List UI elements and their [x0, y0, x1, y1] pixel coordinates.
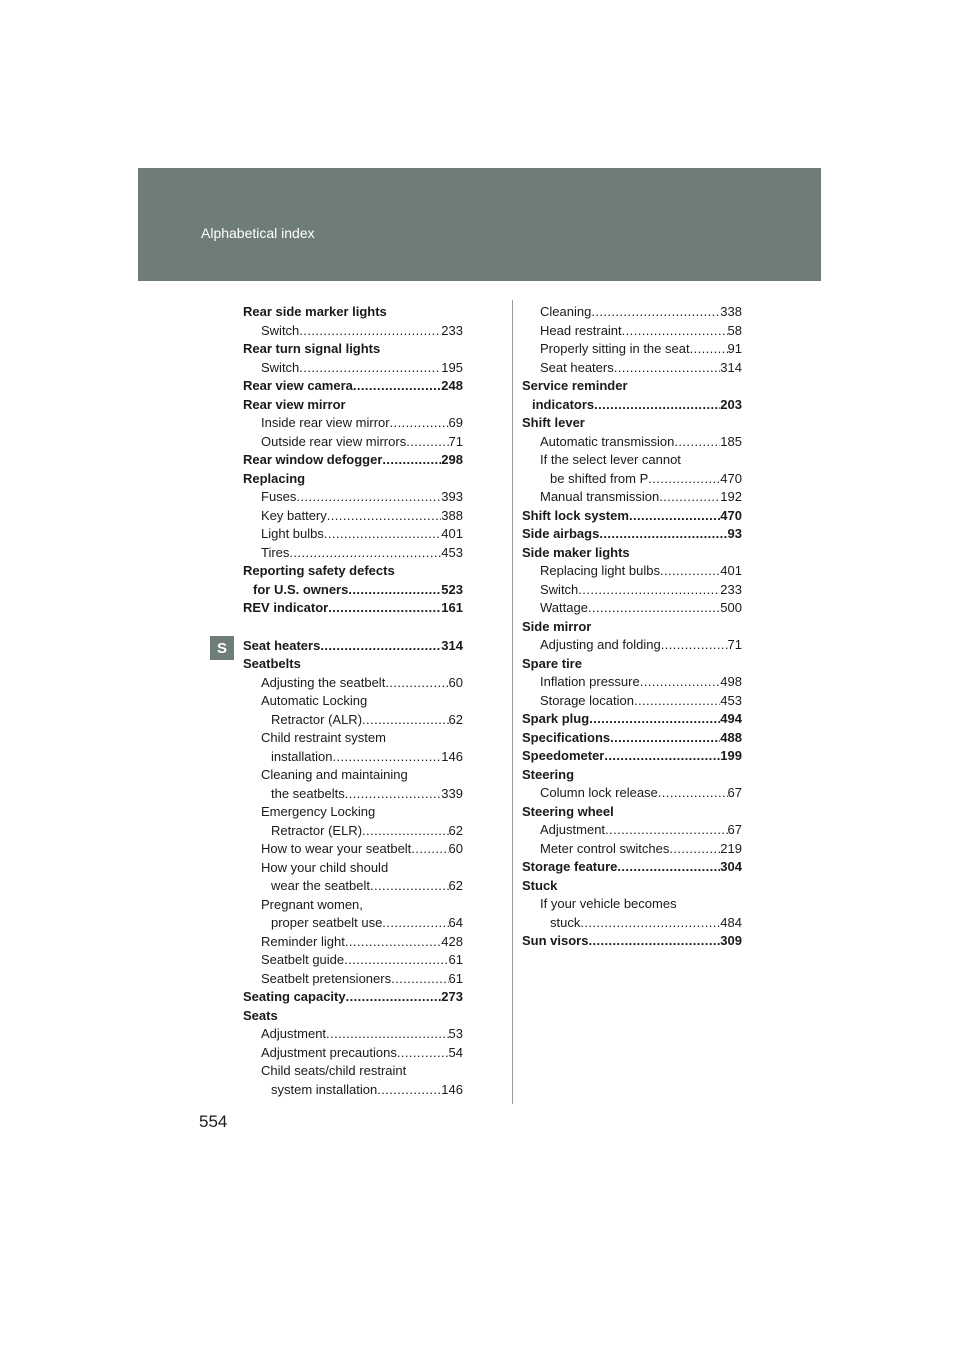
index-entry-text: Inside rear view mirror: [261, 415, 390, 430]
index-entry-page: 388: [441, 507, 463, 523]
index-entry-text: Side maker lights: [522, 544, 630, 560]
index-entry-page: 488: [720, 729, 742, 745]
index-entry-text: Service reminder: [522, 378, 628, 393]
dot-leader: [661, 636, 728, 655]
index-entry-text: Seatbelt guide: [261, 952, 345, 967]
index-entry-page: 298: [441, 452, 463, 467]
index-entry: [522, 488, 742, 507]
dot-leader: [345, 933, 441, 952]
index-entry: [243, 859, 463, 878]
index-entry: [243, 599, 463, 618]
index-entry-text: be shifted from P: [550, 470, 649, 486]
index-entry-text: Child restraint system: [261, 730, 386, 745]
index-entry: [243, 507, 463, 526]
index-entry-text: Spare tire: [522, 655, 582, 671]
index-entry: [522, 784, 742, 803]
index-entry: [522, 470, 742, 489]
index-entry-page: 91: [727, 341, 742, 356]
dot-leader: [588, 932, 720, 951]
index-entry-page: 195: [441, 359, 463, 375]
index-entry-text: Wattage: [540, 600, 588, 615]
index-entry-page: 309: [720, 933, 742, 948]
dot-leader: [591, 303, 720, 322]
index-entry: [522, 655, 742, 674]
index-entry-page: 62: [448, 822, 463, 838]
index-entry-text: Seat heaters: [540, 359, 614, 375]
index-entry-text: Storage location: [540, 692, 634, 708]
index-entry: [243, 488, 463, 507]
dot-leader: [332, 748, 441, 767]
index-entry: [243, 655, 463, 674]
index-entry: [243, 933, 463, 952]
column-divider: [512, 300, 513, 1104]
dot-leader: [328, 599, 441, 618]
index-entry-page: 314: [720, 359, 742, 375]
index-entry-text: Meter control switches: [540, 840, 670, 856]
index-entry: [243, 896, 463, 915]
index-entry: [522, 303, 742, 322]
index-entry-text: How your child should: [261, 859, 389, 875]
dot-leader: [353, 377, 441, 396]
index-column-right: [522, 303, 742, 951]
index-entry-text: Automatic Locking: [261, 693, 368, 708]
index-entry: [522, 766, 742, 785]
dot-leader: [690, 340, 728, 359]
index-entry-text: Storage feature: [522, 859, 618, 874]
index-entry-text: Manual transmission: [540, 489, 660, 504]
index-entry-page: 64: [448, 915, 463, 930]
index-entry: [522, 803, 742, 822]
index-entry: [243, 951, 463, 970]
dot-leader: [324, 525, 441, 544]
dot-leader: [629, 507, 720, 526]
index-entry-page: 314: [441, 637, 463, 653]
index-entry-page: 523: [441, 581, 463, 597]
index-entry-page: 62: [448, 878, 463, 893]
index-entry-page: 401: [720, 563, 742, 578]
dot-leader: [594, 396, 720, 415]
index-entry-text: Inflation pressure: [540, 674, 640, 689]
index-entry-text: Retractor (ALR): [271, 711, 363, 727]
index-entry: [522, 692, 742, 711]
index-entry-text: Reporting safety defects: [243, 563, 395, 578]
index-entry-text: the seatbelts: [271, 785, 345, 801]
index-entry-text: wear the seatbelt: [271, 878, 371, 893]
index-entry: [522, 821, 742, 840]
dot-leader: [377, 1081, 441, 1100]
index-entry: [522, 840, 742, 859]
header-title: Alphabetical index: [201, 225, 315, 241]
index-entry-text: Automatic transmission: [540, 433, 675, 449]
dot-leader: [299, 359, 441, 378]
index-entry: [522, 599, 742, 618]
index-entry-text: Rear turn signal lights: [243, 341, 381, 356]
dot-leader: [589, 710, 720, 729]
index-entry-text: Properly sitting in the seat: [540, 341, 690, 356]
index-entry: [522, 340, 742, 359]
index-entry-text: Seat heaters: [243, 637, 321, 653]
index-entry-text: Switch: [261, 359, 300, 375]
index-entry: [522, 636, 742, 655]
index-entry-text: Cleaning: [540, 304, 592, 319]
index-entry-text: Shift lever: [522, 415, 585, 430]
index-entry-page: 273: [441, 989, 463, 1004]
index-entry: [522, 414, 742, 433]
index-entry-page: 453: [441, 544, 463, 560]
dot-leader: [344, 951, 448, 970]
index-entry-text: Rear view mirror: [243, 396, 346, 412]
index-entry: [243, 729, 463, 748]
dot-leader: [617, 858, 720, 877]
index-entry: [243, 1007, 463, 1026]
index-entry-page: 71: [727, 637, 742, 652]
index-entry-text: Side airbags: [522, 526, 600, 541]
index-entry: [522, 507, 742, 526]
index-entry-text: Adjusting the seatbelt: [261, 674, 386, 690]
index-entry: [243, 1025, 463, 1044]
index-entry-text: Rear side marker lights: [243, 304, 387, 319]
index-entry-page: 453: [720, 692, 742, 708]
dot-leader: [610, 729, 720, 748]
index-entry-text: for U.S. owners: [253, 581, 349, 597]
index-entry-text: Cleaning and maintaining: [261, 767, 408, 782]
index-entry: [243, 822, 463, 841]
index-entry: [243, 711, 463, 730]
index-entry: [522, 377, 742, 396]
index-entry: [522, 858, 742, 877]
dot-leader: [391, 970, 448, 989]
index-entry-page: 71: [448, 433, 463, 449]
index-entry: [243, 748, 463, 767]
index-entry: [522, 525, 742, 544]
index-entry-text: Column lock release: [540, 785, 658, 800]
index-entry-text: REV indicator: [243, 600, 329, 615]
index-entry-text: Head restraint: [540, 322, 622, 338]
index-entry-text: Seating capacity: [243, 989, 346, 1004]
index-entry: [243, 414, 463, 433]
index-entry-page: 393: [441, 489, 463, 504]
dot-leader: [648, 470, 720, 489]
index-entry: [522, 562, 742, 581]
index-entry-page: 62: [448, 711, 463, 727]
index-gap: [243, 618, 463, 637]
index-entry-text: Tires: [261, 544, 290, 560]
dot-leader: [578, 581, 720, 600]
index-entry-text: Steering: [522, 766, 575, 782]
dot-leader: [614, 359, 721, 378]
index-entry-page: 203: [720, 396, 742, 412]
index-entry: [522, 914, 742, 933]
index-entry-text: If your vehicle becomes: [540, 896, 677, 911]
dot-leader: [669, 840, 720, 859]
index-entry-page: 67: [727, 822, 742, 837]
index-entry-text: Rear view camera: [243, 378, 353, 393]
index-entry-text: Spark plug: [522, 711, 590, 726]
index-entry: [243, 1081, 463, 1100]
index-entry-text: Outside rear view mirrors: [261, 433, 407, 449]
dot-leader: [640, 673, 721, 692]
dot-leader: [580, 914, 720, 933]
index-entry-text: Steering wheel: [522, 803, 614, 819]
index-entry-page: 428: [441, 933, 463, 949]
index-entry: [522, 396, 742, 415]
index-entry-page: 338: [720, 304, 742, 319]
dot-leader: [299, 322, 441, 341]
page-number: 554: [199, 1112, 228, 1131]
index-entry-text: indicators: [532, 396, 595, 412]
index-entry: [522, 322, 742, 341]
dot-leader: [605, 821, 727, 840]
index-entry-text: Light bulbs: [261, 526, 324, 541]
index-entry-text: If the select lever cannot: [540, 452, 681, 467]
index-entry-text: Adjustment: [261, 1026, 327, 1041]
index-entry-text: installation: [271, 748, 333, 764]
index-column-left: [243, 303, 463, 1099]
index-entry: [522, 451, 742, 470]
dot-leader: [362, 822, 449, 841]
index-entry-text: system installation: [271, 1081, 378, 1097]
dot-leader: [362, 711, 449, 730]
index-entry-page: 401: [441, 526, 463, 541]
index-entry: [243, 914, 463, 933]
index-entry-page: 500: [720, 600, 742, 615]
dot-leader: [397, 1044, 449, 1063]
index-entry: [243, 544, 463, 563]
index-entry: [522, 747, 742, 766]
index-entry: [243, 970, 463, 989]
index-entry-page: 192: [720, 489, 742, 504]
index-entry: [243, 377, 463, 396]
index-entry-page: 58: [727, 322, 742, 338]
index-entry-text: Pregnant women,: [261, 896, 363, 912]
index-entry: [243, 674, 463, 693]
index-entry: [522, 932, 742, 951]
index-entry-page: 53: [448, 1026, 463, 1041]
index-entry-text: Fuses: [261, 489, 297, 504]
dot-leader: [588, 599, 720, 618]
index-entry: [522, 544, 742, 563]
index-entry-text: Emergency Locking: [261, 804, 376, 819]
index-entry: [522, 359, 742, 378]
index-entry-text: Child seats/child restraint: [261, 1063, 407, 1078]
index-entry-text: Shift lock system: [522, 507, 629, 523]
index-entry-text: Switch: [540, 581, 579, 597]
index-entry-page: 339: [441, 785, 463, 801]
dot-leader: [658, 784, 728, 803]
index-entry-text: How to wear your seatbelt: [261, 841, 412, 856]
index-entry: [522, 877, 742, 896]
index-entry: [243, 396, 463, 415]
index-entry-text: proper seatbelt use: [271, 915, 383, 930]
index-entry: [522, 729, 742, 748]
index-entry-text: Key battery: [261, 507, 327, 523]
dot-leader: [634, 692, 720, 711]
index-entry-text: Side mirror: [522, 618, 592, 634]
index-entry-page: 146: [441, 748, 463, 764]
index-entry-page: 199: [720, 748, 742, 763]
index-entry: [243, 692, 463, 711]
dot-leader: [346, 988, 442, 1007]
index-entry-page: 248: [441, 378, 463, 393]
dot-leader: [390, 414, 449, 433]
dot-leader: [348, 581, 441, 600]
index-entry: [522, 618, 742, 637]
index-entry: [243, 303, 463, 322]
index-entry-text: Adjusting and folding: [540, 637, 661, 652]
index-entry-page: 54: [448, 1044, 463, 1060]
index-entry: [522, 710, 742, 729]
index-entry-text: Seats: [243, 1007, 278, 1023]
dot-leader: [289, 544, 441, 563]
page-header: [138, 168, 821, 281]
dot-leader: [622, 322, 728, 341]
index-entry: [243, 840, 463, 859]
index-entry: [243, 359, 463, 378]
dot-leader: [327, 507, 442, 526]
dot-leader: [382, 914, 448, 933]
index-entry-page: 233: [441, 322, 463, 338]
index-entry-page: 69: [448, 415, 463, 430]
index-entry-text: Seatbelts: [243, 656, 301, 671]
index-entry: [243, 1044, 463, 1063]
index-entry-text: Seatbelt pretensioners: [261, 970, 392, 986]
index-entry-page: 185: [720, 433, 742, 449]
index-entry-page: 233: [720, 581, 742, 597]
index-entry: [243, 988, 463, 1007]
index-entry-page: 470: [720, 507, 742, 523]
index-entry-page: 61: [448, 970, 463, 986]
index-entry: [243, 803, 463, 822]
index-entry-page: 60: [448, 674, 463, 690]
index-entry: [243, 766, 463, 785]
dot-leader: [385, 674, 448, 693]
dot-leader: [604, 747, 720, 766]
index-entry-text: Switch: [261, 322, 300, 338]
index-entry-page: 494: [720, 711, 742, 726]
index-entry-text: Retractor (ELR): [271, 822, 363, 838]
index-entry-text: Adjustment precautions: [261, 1044, 397, 1060]
index-entry-text: Sun visors: [522, 933, 589, 948]
index-entry: [522, 895, 742, 914]
index-entry-text: Specifications: [522, 729, 611, 745]
index-entry-page: 146: [441, 1081, 463, 1097]
index-entry: [243, 562, 463, 581]
dot-leader: [659, 488, 720, 507]
index-entry-text: Reminder light: [261, 933, 345, 949]
index-entry-page: 304: [720, 859, 742, 874]
dot-leader: [599, 525, 727, 544]
dot-leader: [320, 637, 441, 656]
index-entry: [243, 637, 463, 656]
index-entry-page: 219: [720, 840, 742, 856]
index-entry-page: 61: [448, 952, 463, 967]
dot-leader: [345, 785, 442, 804]
index-entry: [243, 525, 463, 544]
index-entry-text: Rear window defogger: [243, 452, 383, 467]
dot-leader: [296, 488, 441, 507]
index-entry: [243, 1062, 463, 1081]
dot-leader: [674, 433, 720, 452]
index-entry: [243, 433, 463, 452]
index-entry: [522, 581, 742, 600]
dot-leader: [406, 433, 448, 452]
dot-leader: [370, 877, 449, 896]
index-entry-text: Speedometer: [522, 748, 605, 763]
section-letter-tab: S: [210, 636, 234, 660]
dot-leader: [382, 451, 441, 470]
index-entry: [243, 581, 463, 600]
dot-leader: [660, 562, 720, 581]
index-entry: [243, 470, 463, 489]
index-entry-text: Stuck: [522, 877, 558, 893]
index-entry: [243, 785, 463, 804]
index-entry-page: 161: [441, 600, 463, 615]
index-entry: [243, 340, 463, 359]
index-entry-page: 484: [720, 914, 742, 930]
index-entry-text: Replacing: [243, 470, 306, 486]
dot-leader: [411, 840, 448, 859]
index-entry-page: 67: [727, 785, 742, 800]
index-entry: [243, 322, 463, 341]
index-entry: [243, 877, 463, 896]
dot-leader: [326, 1025, 448, 1044]
index-entry-text: Adjustment: [540, 822, 606, 837]
index-entry-page: 498: [720, 674, 742, 689]
index-entry-page: 93: [727, 526, 742, 541]
index-entry-text: stuck: [550, 914, 581, 930]
index-entry: [522, 673, 742, 692]
index-entry-page: 60: [448, 841, 463, 856]
index-entry-page: 470: [720, 470, 742, 486]
index-entry-text: Replacing light bulbs: [540, 563, 660, 578]
index-entry: [243, 451, 463, 470]
index-entry: [522, 433, 742, 452]
